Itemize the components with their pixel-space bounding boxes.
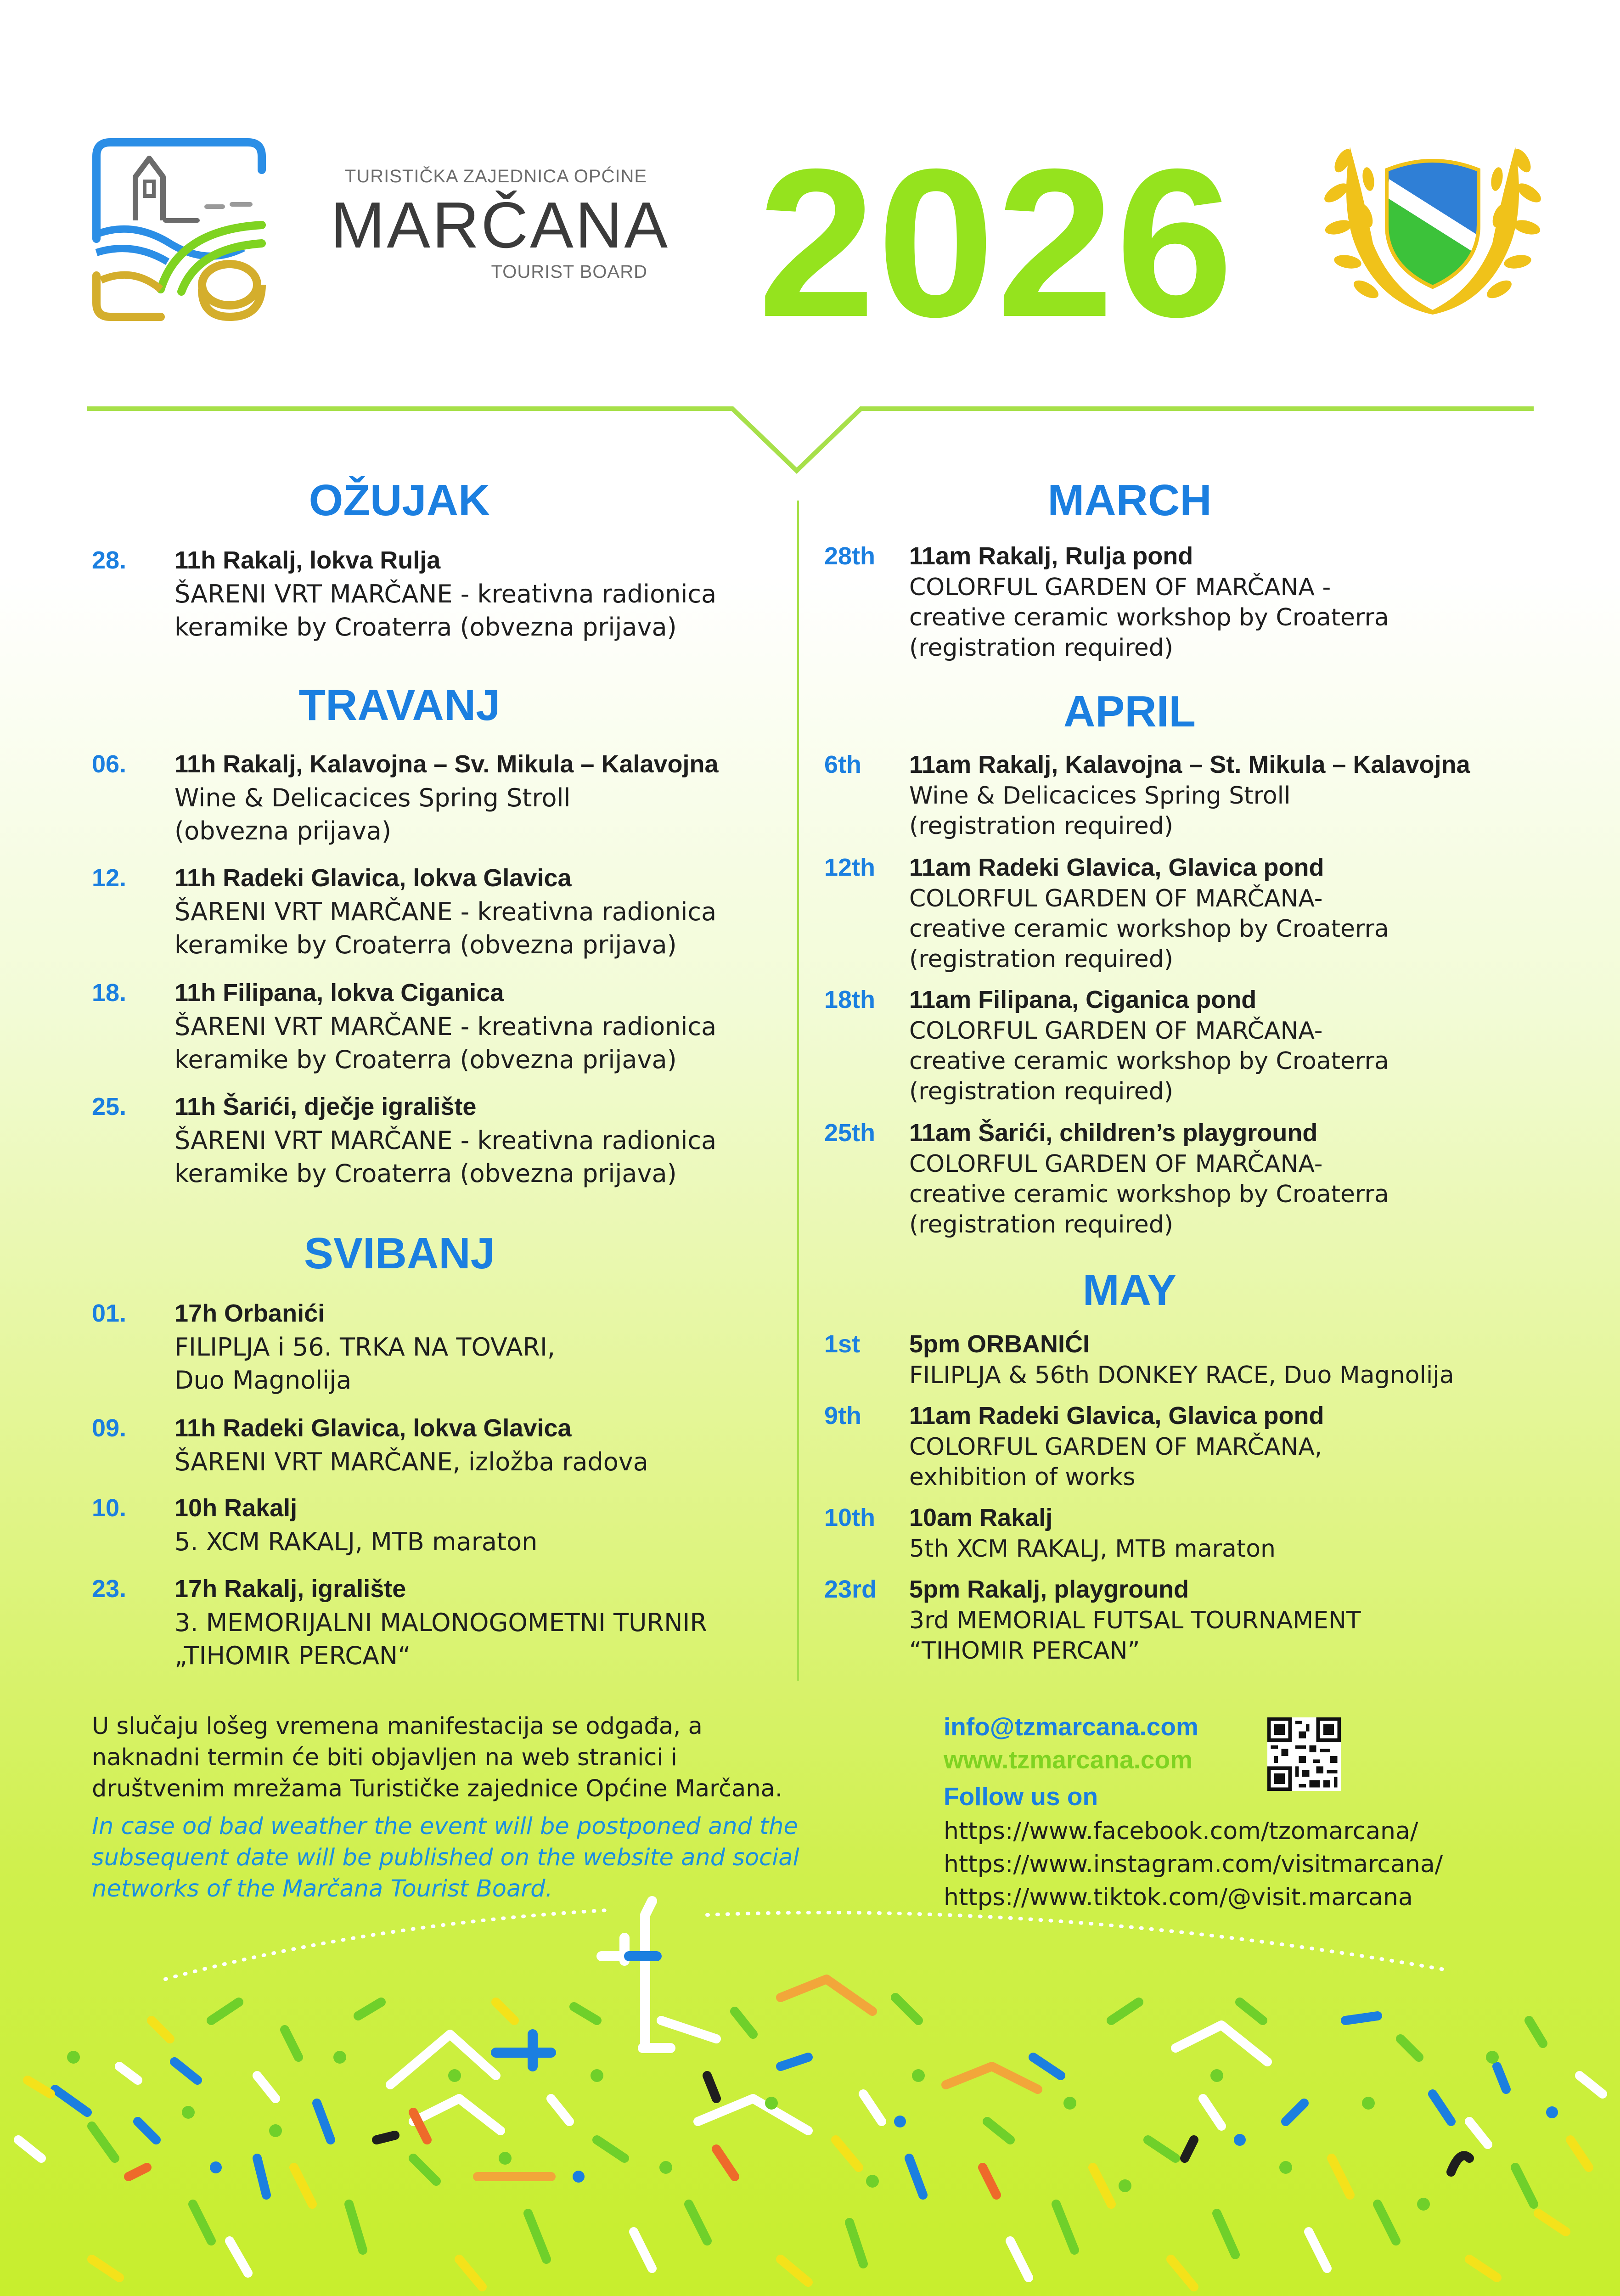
event-time-place: 17h Rakalj, igralište bbox=[174, 1575, 406, 1603]
event-time-place: 5pm Rakalj, playground bbox=[909, 1576, 1189, 1603]
event-day: 28th bbox=[824, 542, 876, 570]
qr-code-icon[interactable] bbox=[1267, 1717, 1341, 1791]
event-day: 23. bbox=[92, 1575, 127, 1603]
event-time-place: 5pm ORBANIĆI bbox=[909, 1330, 1090, 1358]
event-line: creative ceramic workshop by Croaterra bbox=[909, 604, 1389, 631]
event-line: COLORFUL GARDEN OF MARČANA- bbox=[909, 1017, 1323, 1045]
event-time-place: 11am Radeki Glavica, Glavica pond bbox=[909, 1402, 1324, 1429]
event-day: 18th bbox=[824, 986, 876, 1013]
month-title-may: MAY bbox=[1082, 1266, 1177, 1315]
event-line: „TIHOMIR PERCAN“ bbox=[174, 1641, 411, 1670]
follow-us-label: Follow us on bbox=[944, 1782, 1098, 1811]
event-day: 01. bbox=[92, 1300, 127, 1327]
event-line: COLORFUL GARDEN OF MARČANA - bbox=[909, 574, 1331, 601]
event-line: ŠARENI VRT MARČANE - kreativna radionica bbox=[174, 897, 717, 926]
board-name: MARČANA bbox=[331, 189, 670, 262]
event-time-place: 11h Šarići, dječje igralište bbox=[174, 1093, 477, 1120]
event-line: creative ceramic workshop by Croaterra bbox=[909, 915, 1389, 943]
event-time-place: 11am Rakalj, Rulja pond bbox=[909, 542, 1193, 570]
event-day: 23rd bbox=[824, 1576, 877, 1603]
event-line: (registration required) bbox=[909, 1211, 1173, 1238]
event-line: creative ceramic workshop by Croaterra bbox=[909, 1047, 1389, 1075]
event-time-place: 11am Radeki Glavica, Glavica pond bbox=[909, 854, 1324, 881]
weather-note-en-line: networks of the Marčana Tourist Board. bbox=[92, 1875, 553, 1902]
event-line: 3rd MEMORIAL FUTSAL TOURNAMENT bbox=[909, 1607, 1361, 1634]
village-illustration bbox=[0, 1883, 1620, 2296]
event-day: 18. bbox=[92, 979, 127, 1007]
event-line: “TIHOMIR PERCAN” bbox=[909, 1637, 1140, 1665]
event-line: FILIPLJA & 56th DONKEY RACE, Duo Magnolija bbox=[909, 1362, 1454, 1389]
event-line: COLORFUL GARDEN OF MARČANA- bbox=[909, 885, 1323, 912]
event-day: 25. bbox=[92, 1093, 127, 1120]
event-line: Wine & Delicacices Spring Stroll bbox=[174, 783, 571, 812]
event-line: Wine & Delicacices Spring Stroll bbox=[909, 782, 1291, 810]
event-time-place: 11h Rakalj, lokva Rulja bbox=[174, 546, 441, 574]
event-day: 10. bbox=[92, 1494, 127, 1522]
event-time-place: 11h Filipana, lokva Ciganica bbox=[174, 979, 504, 1007]
event-line: 3. MEMORIJALNI MALONOGOMETNI TURNIR bbox=[174, 1608, 707, 1637]
month-title-april: APRIL bbox=[1063, 687, 1196, 736]
event-day: 1st bbox=[824, 1330, 861, 1358]
event-time-place: 10h Rakalj bbox=[174, 1494, 298, 1522]
event-day: 9th bbox=[824, 1402, 861, 1429]
event-line: creative ceramic workshop by Croaterra bbox=[909, 1181, 1389, 1208]
weather-note-en-line: subsequent date will be published on the website and social bbox=[92, 1844, 799, 1871]
column-divider bbox=[797, 501, 799, 1681]
tiktok-link[interactable]: https://www.tiktok.com/@visit.marcana bbox=[944, 1884, 1413, 1911]
event-line: exhibition of works bbox=[909, 1463, 1136, 1491]
event-day: 12th bbox=[824, 854, 876, 881]
facebook-link[interactable]: https://www.facebook.com/tzomarcana/ bbox=[944, 1818, 1418, 1845]
year-title: 2026 bbox=[758, 125, 1235, 361]
month-title-march: MARCH bbox=[1047, 476, 1212, 525]
weather-note-hr-line: društvenim mrežama Turističke zajednice Općine Marčana. bbox=[92, 1775, 783, 1802]
board-org-line: TURISTIČKA ZAJEDNICA OPĆINE bbox=[344, 166, 647, 186]
event-line: ŠARENI VRT MARČANE, izložba radova bbox=[174, 1447, 648, 1476]
weather-note-hr-line: naknadni termin će biti objavljen na web stranici i bbox=[92, 1744, 677, 1771]
event-line: keramike by Croaterra (obvezna prijava) bbox=[174, 930, 677, 959]
coat-of-arms-emblem bbox=[1322, 129, 1543, 321]
event-line: 5th XCM RAKALJ, MTB maraton bbox=[909, 1535, 1276, 1563]
event-time-place: 11am Filipana, Ciganica pond bbox=[909, 986, 1257, 1013]
event-line: 5. XCM RAKALJ, MTB maraton bbox=[174, 1527, 538, 1556]
event-time-place: 11am Šarići, children’s playground bbox=[909, 1119, 1318, 1147]
event-day: 12. bbox=[92, 864, 127, 892]
weather-note-hr-line: U slučaju lošeg vremena manifestacija se odgađa, a bbox=[92, 1713, 703, 1740]
month-title-travanj: TRAVANJ bbox=[298, 681, 501, 730]
event-day: 10th bbox=[824, 1504, 876, 1531]
instagram-link[interactable]: https://www.instagram.com/visitmarcana/ bbox=[944, 1851, 1443, 1878]
event-line: FILIPLJA i 56. TRKA NA TOVARI, bbox=[174, 1333, 556, 1362]
event-day: 25th bbox=[824, 1119, 876, 1147]
event-line: keramike by Croaterra (obvezna prijava) bbox=[174, 1045, 677, 1074]
event-line: ŠARENI VRT MARČANE - kreativna radionica bbox=[174, 1126, 717, 1155]
event-time-place: 10am Rakalj bbox=[909, 1504, 1053, 1531]
month-title-svibanj: SVIBANJ bbox=[304, 1229, 495, 1278]
event-line: COLORFUL GARDEN OF MARČANA, bbox=[909, 1433, 1322, 1461]
event-line: Duo Magnolija bbox=[174, 1366, 352, 1395]
event-time-place: 17h Orbanići bbox=[174, 1300, 325, 1327]
event-line: (registration required) bbox=[909, 634, 1173, 662]
event-line: ŠARENI VRT MARČANE - kreativna radionica bbox=[174, 1012, 717, 1041]
email-link[interactable]: info@tzmarcana.com bbox=[944, 1712, 1198, 1741]
section-divider bbox=[87, 395, 1534, 487]
event-line: (registration required) bbox=[909, 1078, 1173, 1105]
tourist-board-logo-icon bbox=[92, 138, 266, 321]
event-line: (registration required) bbox=[909, 812, 1173, 840]
event-day: 06. bbox=[92, 750, 127, 778]
event-line: (registration required) bbox=[909, 945, 1173, 973]
board-subtitle: TOURIST BOARD bbox=[491, 262, 647, 282]
event-line: (obvezna prijava) bbox=[174, 816, 392, 845]
event-time-place: 11am Rakalj, Kalavojna – St. Mikula – Kalavojna bbox=[909, 751, 1470, 778]
event-day: 09. bbox=[92, 1414, 127, 1442]
event-time-place: 11h Rakalj, Kalavojna – Sv. Mikula – Kalavojna bbox=[174, 750, 719, 778]
event-time-place: 11h Radeki Glavica, lokva Glavica bbox=[174, 864, 572, 892]
event-time-place: 11h Radeki Glavica, lokva Glavica bbox=[174, 1414, 572, 1442]
event-line: ŠARENI VRT MARČANE - kreativna radionica bbox=[174, 580, 717, 608]
event-day: 28. bbox=[92, 546, 127, 574]
weather-note-en-line: In case od bad weather the event will be postponed and the bbox=[92, 1813, 798, 1840]
website-link[interactable]: www.tzmarcana.com bbox=[944, 1745, 1193, 1774]
event-day: 6th bbox=[824, 751, 861, 778]
event-line: COLORFUL GARDEN OF MARČANA- bbox=[909, 1150, 1323, 1178]
month-title-ozujak: OŽUJAK bbox=[309, 476, 490, 525]
event-line: keramike by Croaterra (obvezna prijava) bbox=[174, 1159, 677, 1188]
event-line: keramike by Croaterra (obvezna prijava) bbox=[174, 613, 677, 642]
